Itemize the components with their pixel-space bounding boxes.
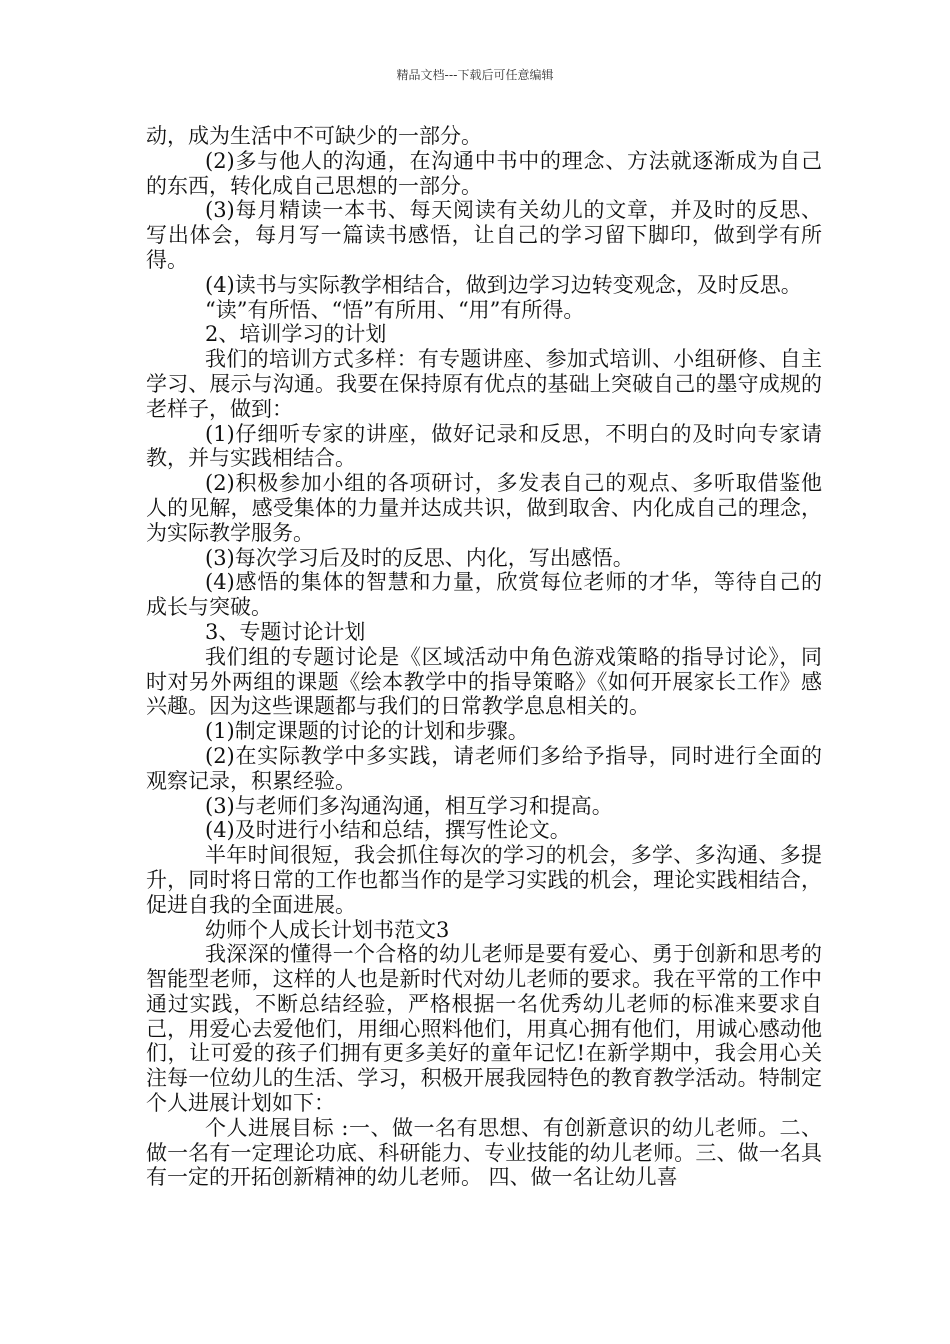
paragraph: 个人进展目标 :一、做一名有思想、有创新意识的幼儿老师。二、做一名有一定理论功底、科研能力、专业技能的幼儿老师。三、做一名具有一定的开拓创新精神的幼儿老师。 四、做一名让幼儿喜 (146, 1115, 822, 1190)
paragraph: (1)制定课题的讨论的计划和步骤。 (205, 719, 529, 744)
document-body (146, 124, 822, 1190)
paragraph: (2)积极参加小组的各项研讨，多发表自己的观点、多听取借鉴他人的见解，感受集体的力量并达成共识，做到取舍、内化成自己的理念，为实际教学服务。 (146, 471, 822, 545)
paragraph: (2)在实际教学中多实践，请老师们多给予指导，同时进行全面的观察记录，积累经验。 (146, 743, 822, 793)
paragraph: 3、专题讨论计划 (205, 619, 366, 644)
paragraph: (1)仔细听专家的讲座，做好记录和反思，不明白的及时向专家请教，并与实践相结合。 (146, 421, 822, 471)
paragraph: 我深深的懂得一个合格的幼儿老师是要有爱心、勇于创新和思考的智能型老师，这样的人也是新时代对幼儿老师的要求。我在平常的工作中通过实践，不断总结经验，严格根据一名优秀幼儿老师的标准来要求自己，用爱心去爱他们，用细心照料他们，用真心拥有他们，用诚心感动他们，让可爱的孩子们拥有更多美好的童年记忆!在新学期中，我会用心关注每一位幼儿的生活、学习，积极开展我园特色的教育教学活动。特制定个人进展计划如下： (146, 942, 822, 1116)
paragraph: 我们组的专题讨论是《区域活动中角色游戏策略的指导讨论》，同时对另外两组的课题《绘本教学中的指导策略》《如何开展家长工作》感兴趣。因为这些课题都与我们的日常教学息息相关的。 (146, 644, 822, 719)
paragraph: 半年时间很短，我会抓住每次的学习的机会，多学、多沟通、多提升，同时将日常的工作也都当作的是学习实践的机会，理论实践相结合，促进自我的全面进展。 (146, 843, 822, 917)
paragraph: 我们的培训方式多样：有专题讲座、参加式培训、小组研修、自主学习、展示与沟通。我要在保持原有优点的基础上突破自己的墨守成规的老样子，做到： (146, 347, 822, 421)
paragraph: (4)读书与实际教学相结合，做到边学习边转变观念，及时反思。 (205, 272, 802, 297)
paragraph: (4)及时进行小结和总结，撰写性论文。 (205, 818, 571, 843)
paragraph: 幼师个人成长计划书范文3 (205, 917, 450, 942)
paragraph: (2)多与他人的沟通，在沟通中书中的理念、方法就逐渐成为自己的东西，转化成自己思想的一部分。 (146, 148, 822, 198)
paragraph: (4)感悟的集体的智慧和力量，欣赏每位老师的才华，等待自己的成长与突破。 (146, 570, 822, 620)
paragraph: (3)每次学习后及时的反思、内化，写出感悟。 (205, 545, 634, 570)
paragraph: “读”有所悟、“悟”有所用、“用”有所得。 (205, 297, 585, 322)
page-header: 精品文档---下载后可任意编辑 (396, 68, 554, 82)
paragraph: (3)每月精读一本书、每天阅读有关幼儿的文章，并及时的反思、写出体会，每月写一篇读书感悟，让自己的学习留下脚印，做到学有所得。 (146, 198, 822, 272)
paragraph: (3)与老师们多沟通沟通，相互学习和提高。 (205, 793, 613, 818)
paragraph: 动，成为生活中不可缺少的一部分。 (146, 124, 482, 148)
paragraph: 2、培训学习的计划 (205, 322, 387, 347)
